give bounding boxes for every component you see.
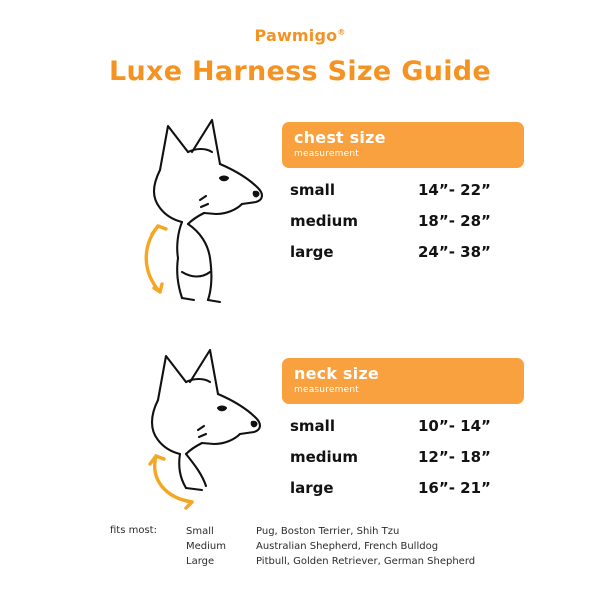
brand-logo — [0, 26, 600, 45]
table-row — [282, 417, 544, 435]
list-item — [186, 539, 475, 554]
fits-size-small: Small — [186, 526, 214, 537]
chest-size-title: chest size — [294, 128, 386, 147]
neck-size-label-medium: medium — [290, 448, 358, 466]
fits-breeds-small: Pug, Boston Terrier, Shih Tzu — [256, 526, 400, 537]
chest-size-label-medium: medium — [290, 212, 358, 230]
list-item — [186, 524, 475, 539]
table-row — [282, 479, 544, 497]
dog-head-profile-illustration — [108, 340, 278, 524]
chest-size-value-small: 14”- 22” — [418, 181, 491, 199]
fits-size-large: Large — [186, 556, 215, 567]
neck-size-title: neck size — [294, 364, 379, 383]
table-row — [282, 181, 544, 199]
fits-breeds-large: Pitbull, Golden Retriever, German Shepherd — [256, 556, 476, 567]
table-row — [282, 448, 544, 466]
dog-side-profile-illustration — [108, 112, 278, 316]
chest-size-subtitle: measurement — [294, 149, 359, 159]
table-row — [282, 243, 544, 261]
chest-size-value-large: 24”- 38” — [418, 243, 491, 261]
neck-size-label-small: small — [290, 417, 335, 435]
table-row — [282, 212, 544, 230]
fits-most-label: fits most: — [110, 525, 157, 536]
neck-size-value-large: 16”- 21” — [418, 479, 491, 497]
brand-name: Pawmigo — [254, 26, 338, 45]
page-title: Luxe Harness Size Guide — [108, 56, 492, 87]
list-item — [186, 554, 475, 569]
dog-head-icon — [108, 340, 278, 520]
neck-size-subtitle: measurement — [294, 385, 359, 395]
chest-size-value-medium: 18”- 28” — [418, 212, 491, 230]
chest-size-label-large: large — [290, 243, 334, 261]
fits-most-rows — [186, 524, 475, 569]
neck-size-label-large: large — [290, 479, 334, 497]
neck-size-table-header — [282, 358, 524, 404]
brand-trademark-icon: ® — [337, 27, 346, 37]
fits-size-medium: Medium — [186, 541, 226, 552]
chest-size-table-header — [282, 122, 524, 168]
fits-breeds-medium: Australian Shepherd, French Bulldog — [256, 541, 439, 552]
chest-size-label-small: small — [290, 181, 335, 199]
fits-most-section — [110, 524, 475, 569]
dog-body-icon — [108, 112, 278, 312]
neck-size-value-medium: 12”- 18” — [418, 448, 491, 466]
chest-size-table — [282, 122, 544, 261]
neck-size-table — [282, 358, 544, 497]
neck-size-value-small: 10”- 14” — [418, 417, 491, 435]
